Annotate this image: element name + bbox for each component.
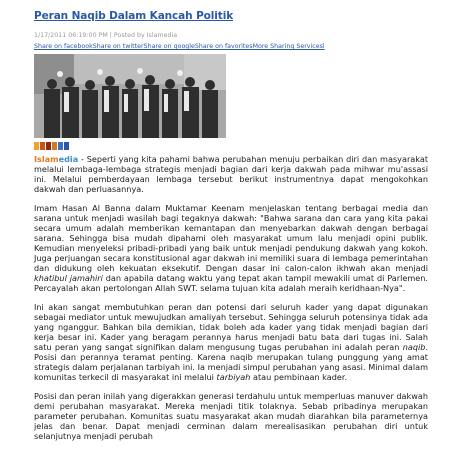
- share-links: [34, 43, 325, 50]
- share-facebook-link[interactable]: Share on facebook: [34, 43, 93, 50]
- post-title-link[interactable]: Peran Naqib Dalam Kancah Politik: [34, 10, 234, 22]
- share-favorites-link[interactable]: Share on favorites: [194, 43, 253, 50]
- post-meta: 1/17/2011 06:19:00 PM | Posted by Islamedia: [34, 32, 178, 39]
- paragraph-2-text-a: Imam Hasan Al Banna dalam Muktamar Keenam menjelaskan tentang berbagai media dan sarana untuk menjadi wasilah bagi tegaknya dakwah: "Bahwa sarana dan cara yang kita pakai secara umum adalah memberikan kemantapan dan menyebarkan dakwah dengan berbagai sarana. Sehingga bisa mudah dipahami oleh masyarakat umum lalu menjadi opini publik. Kemudian menyeleksi pribadi-pribadi yang baik untuk menjadi pendukung dakwah yang kokoh. Juga perjuangan secara konstitusional agar dakwah ini memiliki suara di lembaga pemerintahan dan didukung oleh kekuatan eksekutif. Dengan dasar ini calon-calon ikhwah akan menjadi: [34, 203, 428, 273]
- logo-swatch: [34, 142, 39, 150]
- paragraph-3-emphasis-tarbiyah: tarbiyah: [216, 372, 251, 382]
- brand-name-edia: edia: [58, 154, 79, 164]
- islamedia-logo-strip: [34, 142, 69, 150]
- paragraph-2-emphasis: khatibul jamahiri: [34, 273, 103, 283]
- paragraph-1-text: - Seperti yang kita pahami bahwa perubahan menuju perbaikan diri dan masyarakat melalui lembaga-lembaga strategis menjadi bagian dari kerja dakwah pada mihwar mu'assasi ini. Melalui pemberdayaan lembaga tersebut berikut instrumentnya dapat mengokohkan dakwah dan perluasannya.: [34, 154, 428, 194]
- logo-swatch: [46, 142, 51, 150]
- share-suffix: l: [322, 43, 325, 50]
- brand-name-islam: Islam: [34, 154, 59, 164]
- paragraph-3-text-c: atau pembinaan kader.: [250, 372, 348, 382]
- paragraph-3-emphasis-naqib: naqib: [402, 342, 426, 352]
- logo-swatch: [64, 142, 69, 150]
- paragraph-3-text-b: . Posisi dan perannya teramat penting. Karena naqib merupakan tulang punggung yang amat strategis dalam perjalanan tarbiyah ini. Ia menjadi simpul perubahan yang asasi. Minimal dalam komunitas terkecil di masyarakat ini melalui: [34, 342, 428, 382]
- paragraph-1: [34, 154, 428, 194]
- paragraph-2-text-b: dan apabila datang waktu yang tepat akan tampil mewakili umat di Parlemen. Percayalah akan pertolongan Allah SWT. selama tujuan kita adalah meraih keridhaan-Nya".: [34, 273, 428, 293]
- paragraph-3-text-a: Ini akan sangat membutuhkan peran dan potensi dari seluruh kader yang dapat digunakan sebagai mediator untuk mewujudkan amaliyah tersebut. Sehingga seluruh potensinya tidak ada yang nganggur. Bahkan bila demikian, tidak boleh ada kader yang tidak menjadi bagian dari kerja besar ini. Kader yang beragam perannya harus menjadi batu bata dari tugas ini. Salah satu peran yang sangat signifikan dalam mengusung tugas perubahan ini adalah peran: [34, 302, 428, 352]
- article-body: [34, 154, 428, 450]
- paragraph-3: [34, 302, 428, 382]
- more-sharing-services-link[interactable]: More Sharing Services: [252, 43, 323, 50]
- logo-swatch: [52, 142, 57, 150]
- logo-swatch: [40, 142, 45, 150]
- share-twitter-link[interactable]: Share on twitter: [92, 43, 144, 50]
- paragraph-2: [34, 203, 428, 293]
- logo-swatch: [58, 142, 63, 150]
- group-photo-image: [34, 54, 226, 138]
- share-google-link[interactable]: Share on google: [143, 43, 195, 50]
- paragraph-4: Posisi dan peran inilah yang digerakkan generasi terdahulu untuk memperluas manuver dakwah demi perubahan masyarakat. Mereka menjadi titik tolaknya. Sebab pribadinya merupakan parameter perubahan. Komunitas suatu masyarakat akan mudah diarahkan bila parameternya jelas dan benar. Dapat menjadi cerminan dalam merealisasikan perubahan diri untuk selanjutnya menjadi perubah: [34, 391, 428, 441]
- group-photo: [34, 54, 226, 138]
